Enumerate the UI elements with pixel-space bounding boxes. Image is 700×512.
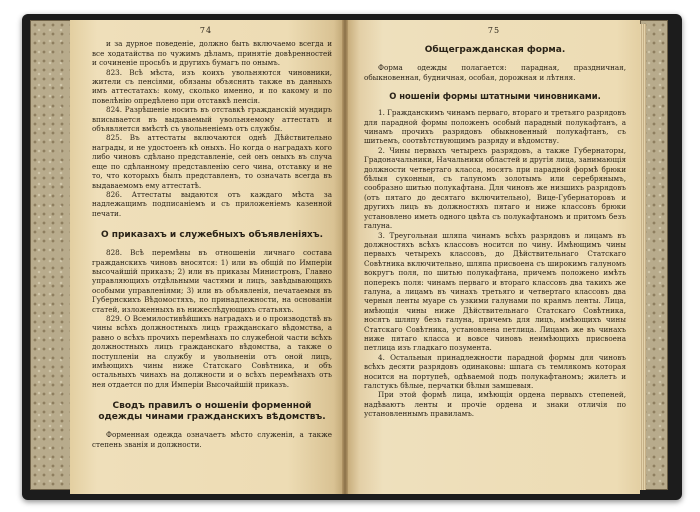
right-page-content bbox=[348, 45, 640, 418]
paragraph: 1. Гражданскимъ чинамъ перваго, втораго и третьяго разрядовъ для парадной формы положенъ особый парадный полукафтанъ, а чинамъ прочихъ разрядовъ обыкновенный полукафтанъ, съ шитьемъ, соотвѣтствующимъ разряду и вѣдомству. bbox=[364, 108, 626, 146]
left-page-content bbox=[70, 39, 342, 449]
left-page bbox=[70, 20, 342, 494]
paragraph: 823. Всѣ мѣста, изъ коихъ увольняются чиновники, жители съ пенсіями, обязаны объяснять также въ данныхъ имъ аттестатахъ: кому, сколько именно, и по какому и по повелѣнію опредѣлено при отставкѣ пенсія. bbox=[92, 67, 332, 105]
paragraph: Форменная одежда означаетъ мѣсто служенія, а также степень званія и должности. bbox=[92, 430, 332, 449]
section-heading: О ношеніи формы штатными чиновниками. bbox=[389, 91, 601, 102]
page-edges bbox=[640, 24, 646, 490]
paragraph: 826. Аттестаты выдаются отъ каждаго мѣста за надлежащимъ подписаніемъ и съ приложеніемъ казенной печати. bbox=[92, 189, 332, 218]
paragraph: и за дурное поведеніе, должно быть включаемо всегда и все ходатайства по чужимъ дѣламъ, принятіе довѣренностей и сочиненіе просьбъ и другихъ бумагъ по онымъ. bbox=[92, 39, 332, 68]
left-endpaper bbox=[30, 20, 72, 490]
paragraph: При этой формѣ лица, имѣющія ордена первыхъ степеней, надѣваютъ ленты и прочіе ордена и знаки отличія по установленнымъ правиламъ. bbox=[364, 390, 626, 419]
paragraph: Форма одежды полагается: парадная, праздничная, обыкновенная, будничная, особая, дорожная и лѣтняя. bbox=[364, 63, 626, 82]
paragraph: 2. Чины первыхъ четырехъ разрядовъ, а также Губернаторы, Градоначальники, Начальники областей и другія лица, занимающія должности четвертаго класса, носятъ при парадной формѣ брюки бѣлыя суконныя, съ галуномъ золотымъ или серебрянымъ, сообразно шитью полукафтана. Для чиновъ же низшихъ разрядовъ (отъ пятаго до десятаго включительно), Вице-Губернаторовъ и другихъ лицъ въ должностяхъ пятаго и ниже классовъ брюки установлено иметь одного цвѣта съ полукафтаномъ и притомъ безъ галуна. bbox=[364, 145, 626, 231]
paragraph: 829. О Всемилостивѣйшихъ наградахъ и о производствѣ въ чины всѣхъ должностныхъ лицъ гражданскаго вѣдомства, а равно о всѣхъ прочихъ перемѣнахъ по служебной части всѣхъ должностныхъ лицъ гражданскаго вѣдомства, а также о поступленіи на службу и увольненіи отъ оной лицъ, имѣющихъ чины ниже Статскаго Совѣтника, и объ остальныхъ чинахъ на должности и о всѣхъ перемѣнахъ отъ нея отдается по для Имперіи Высочайшій приказъ. bbox=[92, 313, 332, 389]
section-heading: Сводъ правилъ о ношеніи форменной одежды чинами гражданскихъ вѣдомствъ. bbox=[98, 401, 326, 423]
left-page-number: 74 bbox=[199, 26, 213, 35]
paragraph: 3. Треугольная шляпа чинамъ всѣхъ разрядовъ и лицамъ въ должностяхъ всѣхъ классовъ носится по чину. Имѣющимъ чины первыхъ четырехъ классовъ, до Дѣйствительнаго Статскаго Совѣтника включительно, шляпа присвоена съ широкимъ галуномъ вокругъ поля, по шитью полукафтана, причемъ положено имѣть поперекъ поля: чинамъ перваго и втораго классовъ два такихъ же галуна, а лицамъ въ чинахъ третьяго и четвертаго классовъ два черныя ленты муаре съ узкими галунами по краямъ ленты. Лица, имѣющія чины ниже Дѣйствительнаго Статскаго Совѣтника, носятъ шляпу безъ галуна, причемъ для лицъ, имѣющихъ чины Статскаго Совѣтника, установлена петлица. Лицамъ же въ чинахъ ниже пятаго класса и вовсе чиновъ неимѣющихъ присвоена петлица изъ гладкаго позумента. bbox=[364, 230, 626, 353]
right-page-number: 75 bbox=[487, 26, 501, 35]
paragraph: 825. Въ аттестаты включаются однѣ Дѣйствительно награды, и не удостоенъ кѣ оныхъ. Но когда о наградахъ кого либо чиновъ сдѣлано представленіе, сей онъ оныхъ въ случа еще по сдѣланному представленію сего чина, отставку и не то, что которыхъ былъ представленъ, то означать всегда въ выдаваемомъ ему аттестатѣ. bbox=[92, 133, 332, 190]
paragraph: 4. Остальныя принадлежности парадной формы для чиновъ всѣхъ десяти разрядовъ одинаковы: шпага съ темлякомъ которая носится на портупеѣ, одѣваемой подъ полукафтаномъ; жилетъ и галстукъ бѣлые, перчатки бѣлыя замшевыя. bbox=[364, 352, 626, 390]
section-heading: О приказахъ и служебныхъ объявленіяхъ. bbox=[100, 230, 324, 241]
right-page bbox=[348, 20, 640, 494]
paragraph: 824. Разрѣшеніе носить въ отставкѣ гражданскій мундиръ вписывается въ выдаваемый увольняемому аттестатъ и объявляется вмѣстѣ съ увольненіемъ отъ службы. bbox=[92, 105, 332, 134]
paragraph: 828. Всѣ перемѣны въ отношеніи личнаго состава гражданскихъ чиновъ вносятся: 1) или въ общій по Имперіи высочайшій приказъ; 2) или въ приказы Министровъ, Главно управляющихъ отдѣльными частями и лицъ, завѣдывающихъ особыми управленіями; 3) или въ объявленія, печатаемыя въ Губернскихъ Вѣдомостяхъ, по принадлежности, на основаніи статей, изложенныхъ въ нижеслѣдующихъ статьяхъ. bbox=[92, 248, 332, 314]
page-title: Общегражданская форма. bbox=[424, 45, 566, 56]
